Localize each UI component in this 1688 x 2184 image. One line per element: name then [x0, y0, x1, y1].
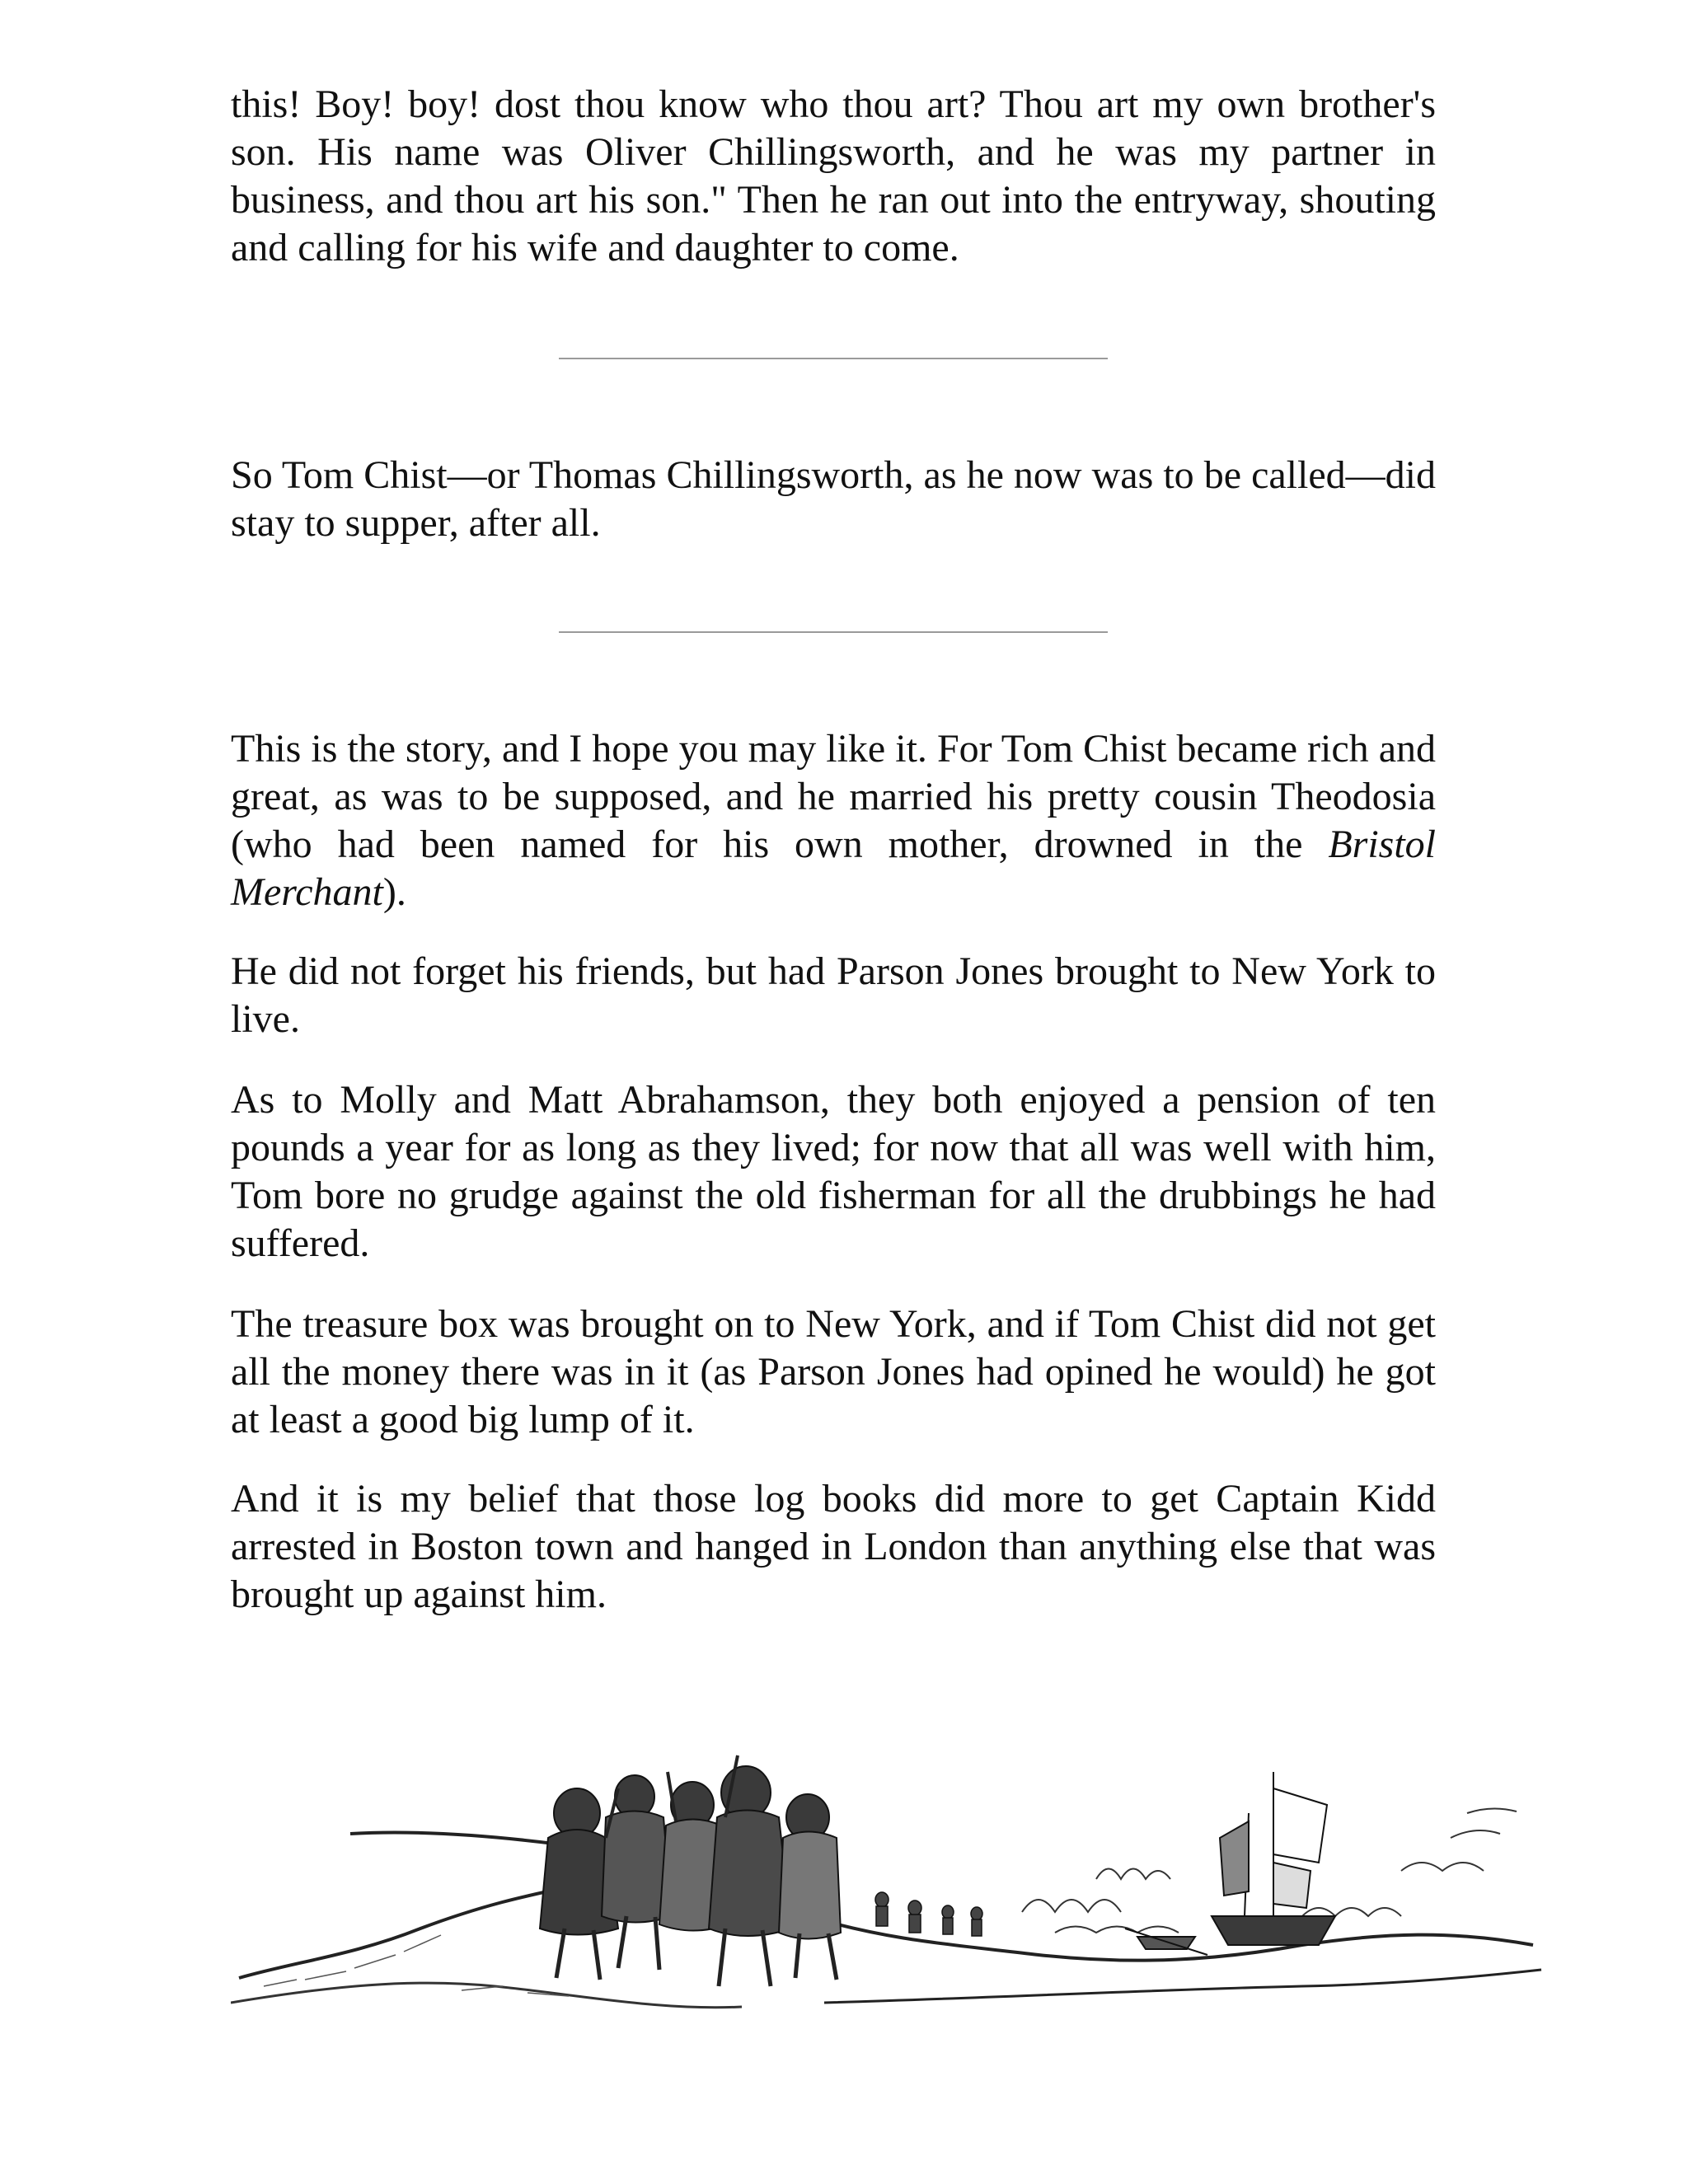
paragraph-7	[231, 1475, 1436, 1619]
paragraph-4	[231, 948, 1436, 1043]
paragraph-4-text: He did not forget his friends, but had Parson Jones brought to New York to live.	[231, 949, 1436, 1041]
shore-scene-illustration	[231, 1739, 1550, 2036]
paragraph-3	[231, 725, 1436, 916]
section-divider-2	[559, 631, 1108, 633]
paragraph-3-text-end: ).	[382, 870, 406, 914]
paragraph-3-text-start: This is the story, and I hope you may like it. For Tom Chist became rich and great, as was to be supposed, and he married his pretty cousin Theodosia (who had been named for his own mother, drowned in the	[231, 727, 1436, 866]
paragraph-2	[231, 452, 1436, 547]
paragraph-2-text: So Tom Chist—or Thomas Chillingsworth, as he now was to be called—did stay to supper, after all.	[231, 453, 1436, 545]
paragraph-5	[231, 1076, 1436, 1268]
paragraph-7-text: And it is my belief that those log books did more to get Captain Kidd arrested in Boston town and hanged in London than anything else that was brought up against him.	[231, 1477, 1436, 1616]
paragraph-1	[231, 81, 1436, 272]
paragraph-3-text	[231, 725, 1436, 916]
paragraph-6	[231, 1301, 1436, 1444]
ship-name: Bristol Merchant	[231, 823, 1436, 914]
section-divider-1	[559, 358, 1108, 359]
paragraph-6-text: The treasure box was brought on to New York, and if Tom Chist did not get all the money there was in it (as Parson Jones had opined he would) he got at least a good big lump of it.	[231, 1302, 1436, 1441]
paragraph-1-text: this! Boy! boy! dost thou know who thou art? Thou art my own brother's son. His name was Oliver Chillingsworth, and he was my partner in business, and thou art his son." Then he ran out into the entryway, shouting and calling for his wife and daughter to come.	[231, 82, 1436, 269]
paragraph-5-text: As to Molly and Matt Abrahamson, they both enjoyed a pension of ten pounds a year for as long as they lived; for now that all was well with him, Tom bore no grudge against the old fisherman for all the drubbings he had suffered.	[231, 1078, 1436, 1265]
